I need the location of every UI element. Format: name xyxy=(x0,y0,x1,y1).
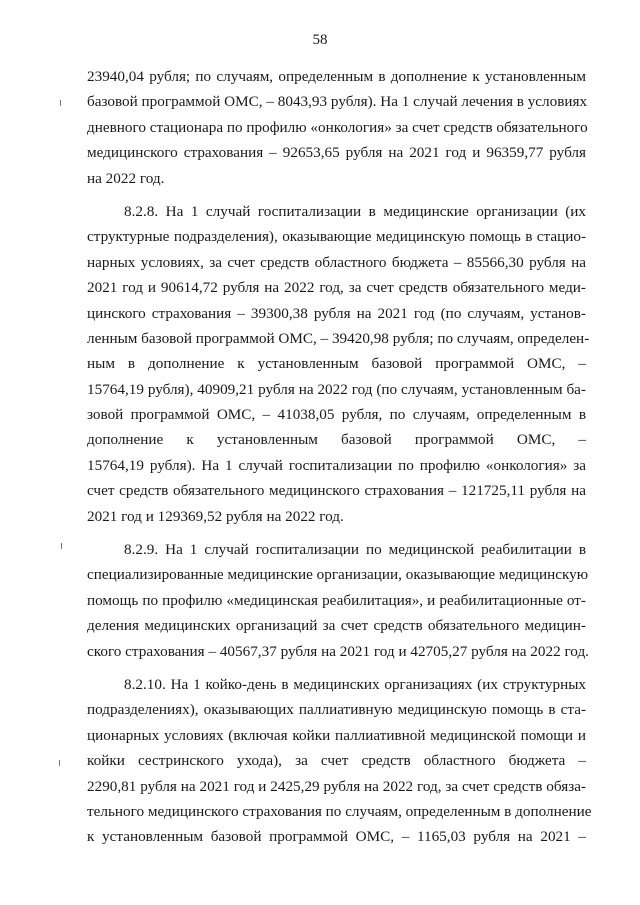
margin-mark xyxy=(59,760,60,766)
text-line: ского страхования – 40567,37 рубля на 2021 год и 42705,27 рубля на 2022 год. xyxy=(87,642,589,660)
text-line: на 2022 год. xyxy=(87,169,165,187)
text-line: 15764,19 рубля), 40909,21 рубля на 2022 год (по случаям, установленным ба- xyxy=(87,380,586,398)
paragraph-continuation xyxy=(87,64,586,191)
text-line: медицинского страхования – 92653,65 рубля на 2021 год и 96359,77 рубля xyxy=(87,144,586,162)
document-body xyxy=(87,64,592,850)
paragraph-8-2-10 xyxy=(87,672,592,850)
text-line: 8.2.9. На 1 случай госпитализации по медицинской реабилитации в xyxy=(124,541,586,559)
text-line: 8.2.8. На 1 случай госпитализации в медицинские организации (их xyxy=(124,202,586,220)
paragraph-8-2-8 xyxy=(87,199,590,529)
text-line: 2021 год и 90614,72 рубля на 2022 год, за счет средств обязательного меди- xyxy=(87,279,586,297)
text-line: базовой программой ОМС, – 8043,93 рубля). На 1 случай лечения в условиях xyxy=(87,93,588,111)
text-line: 2290,81 рубля на 2021 год и 2425,29 рубля на 2022 год, за счет средств обяза- xyxy=(87,777,586,795)
text-line: специализированные медицинские организации, оказывающие медицинскую xyxy=(87,566,589,584)
margin-mark xyxy=(61,543,62,549)
text-line: нарных условиях, за счет средств областного бюджета – 85566,30 рубля на xyxy=(87,253,586,271)
text-line: деления медицинских организаций за счет средств обязательного медицин- xyxy=(87,617,586,635)
text-line: помощь по профилю «медицинская реабилитация», и реабилитационные от- xyxy=(87,591,586,609)
text-line: счет средств обязательного медицинского страхования – 121725,11 рубля на xyxy=(87,482,586,500)
text-line: 15764,19 рубля). На 1 случай госпитализации по профилю «онкология» за xyxy=(87,456,586,474)
text-line: структурные подразделения), оказывающие медицинскую помощь в стацио- xyxy=(87,228,586,246)
text-line: ционарных условиях (включая койки паллиативной медицинской помощи и xyxy=(87,726,586,744)
page-number: 58 xyxy=(312,32,328,48)
text-line: зовой программой ОМС, – 41038,05 рубля, по случаям, определенным в xyxy=(87,406,586,424)
text-line: койки сестринского ухода), за счет средств областного бюджета – xyxy=(87,752,586,770)
text-line: дополнение к установленным базовой программой ОМС, – xyxy=(87,431,586,449)
text-line: 2021 год и 129369,52 рубля на 2022 год. xyxy=(87,507,344,525)
text-line: цинского страхования – 39300,38 рубля на 2021 год (по случаям, установ- xyxy=(87,304,586,322)
text-line: 23940,04 рубля; по случаям, определенным в дополнение к установленным xyxy=(87,68,586,85)
text-line: ленным базовой программой ОМС, – 39420,98 рубля; по случаям, определен- xyxy=(87,329,590,347)
text-line: ным в дополнение к установленным базовой программой ОМС, – xyxy=(87,355,586,373)
text-line: тельного медицинского страхования по случаям, определенным в дополнение xyxy=(87,802,592,820)
text-line: подразделениях), оказывающих паллиативную медицинскую помощь в ста- xyxy=(87,701,586,719)
margin-mark xyxy=(60,100,61,106)
text-line: дневного стационара по профилю «онкология» за счет средств обязательного xyxy=(87,118,588,136)
text-line: к установленным базовой программой ОМС, – 1165,03 рубля на 2021 – xyxy=(87,828,586,846)
text-line: 8.2.10. На 1 койко-день в медицинских организациях (их структурных xyxy=(124,675,586,693)
paragraph-8-2-9 xyxy=(87,537,589,664)
